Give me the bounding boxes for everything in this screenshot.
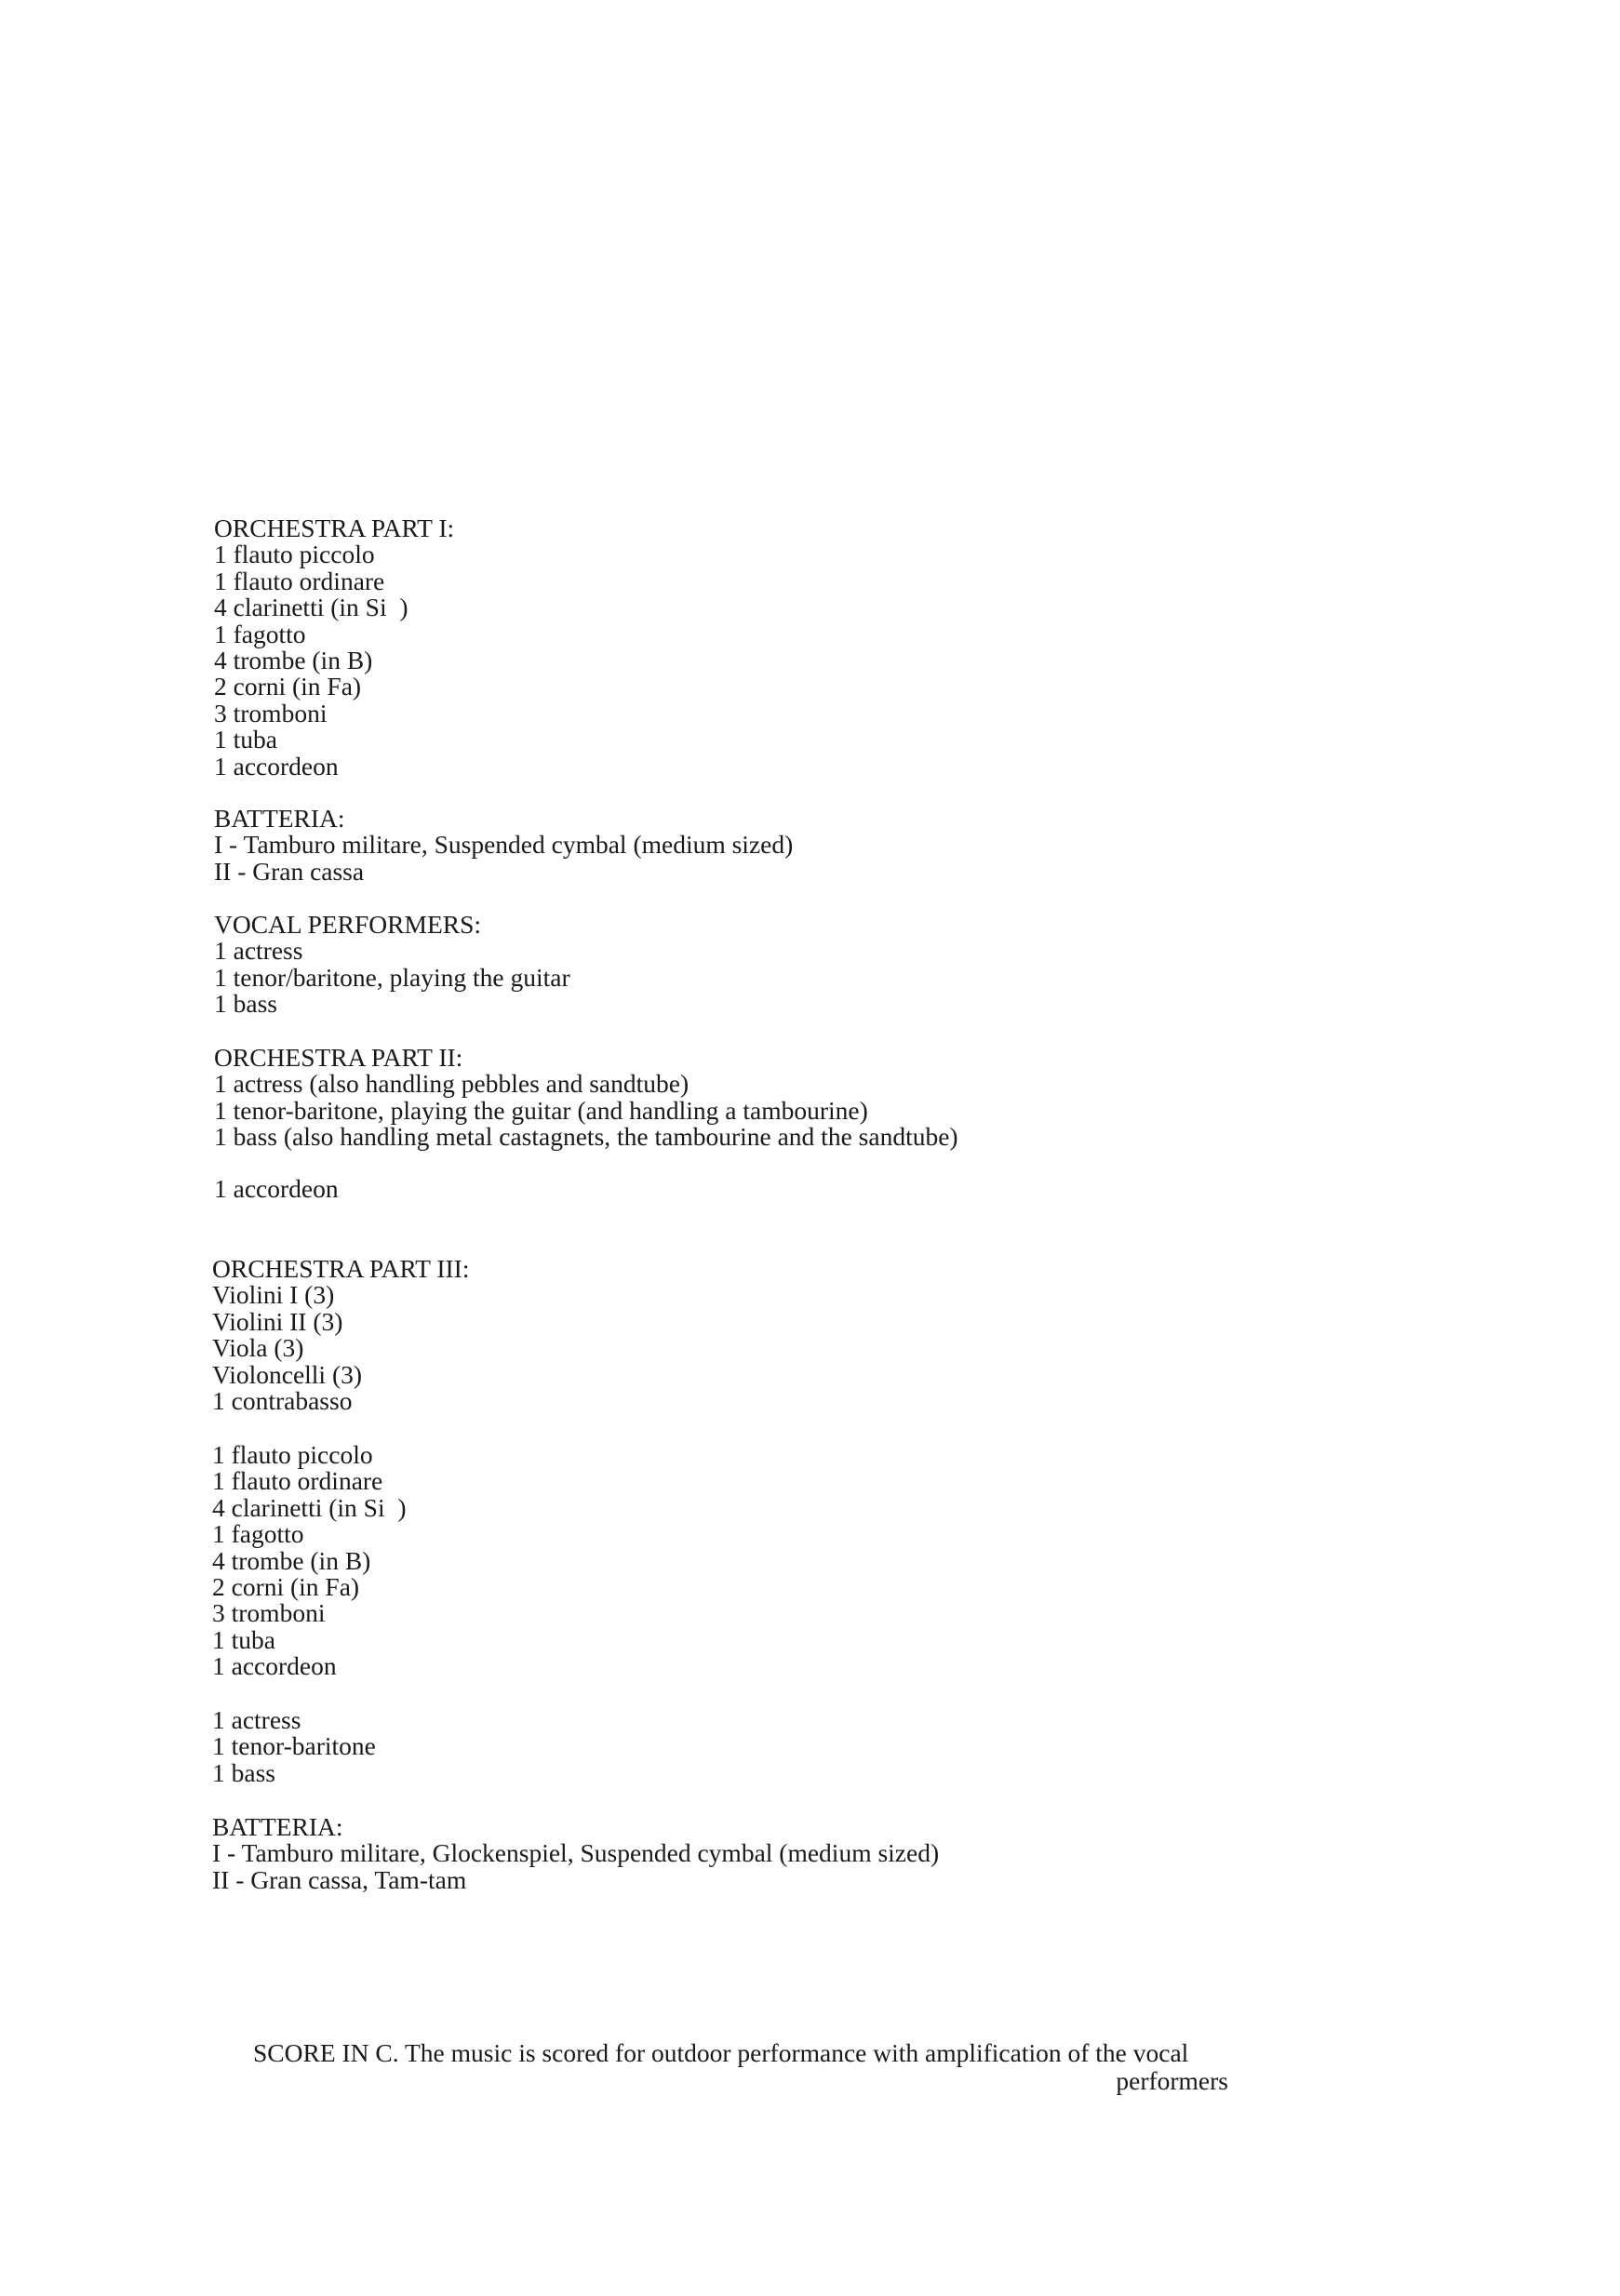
list-item: 1 fagotto xyxy=(214,619,306,648)
list-item: 1 tenor-baritone, playing the guitar (and handling a tambourine) xyxy=(214,1095,868,1125)
batteria-1-section xyxy=(214,806,1424,885)
batteria-2-section xyxy=(212,1814,1422,1893)
score-note-line-1: SCORE IN C. The music is scored for outdoor performance with amplification of the vocal xyxy=(253,2038,1189,2067)
list-item: 1 flauto piccolo xyxy=(214,540,375,569)
list-item: I - Tamburo militare, Glockenspiel, Suspended cymbal (medium sized) xyxy=(212,1838,940,1868)
list-item: Violini II (3) xyxy=(212,1306,343,1336)
list-item: Violoncelli (3) xyxy=(212,1359,363,1389)
list-item: II - Gran cassa, Tam-tam xyxy=(212,1864,467,1894)
orchestra-part-3-section xyxy=(212,1256,1422,1414)
orchestra-part-1-section xyxy=(214,515,1424,780)
list-item: 1 tuba xyxy=(214,725,277,754)
list-item: 1 accordeon xyxy=(214,751,339,781)
orchestra-part-3-winds xyxy=(212,1442,1422,1680)
list-item: I - Tamburo militare, Suspended cymbal (medium sized) xyxy=(214,830,794,860)
list-item: 1 flauto ordinare xyxy=(214,566,385,595)
score-note-line-2: performers xyxy=(1116,2066,1228,2095)
list-item: 1 bass xyxy=(212,1757,275,1787)
list-item: 1 flauto ordinare xyxy=(212,1466,383,1496)
list-item: 4 clarinetti (in Si ) xyxy=(212,1492,407,1522)
orchestra-part-2-extra xyxy=(214,1176,1424,1202)
list-item: 1 actress (also handling pebbles and sandtube) xyxy=(214,1069,690,1099)
section-heading: ORCHESTRA PART II: xyxy=(214,1043,463,1072)
list-item: 1 contrabasso xyxy=(212,1385,353,1415)
section-heading: BATTERIA: xyxy=(212,1812,343,1841)
list-item: 1 flauto piccolo xyxy=(212,1440,373,1469)
orchestra-part-3-voices xyxy=(212,1707,1422,1786)
list-item: 4 trombe (in B) xyxy=(214,645,373,674)
section-heading: ORCHESTRA PART III: xyxy=(212,1254,470,1283)
list-item: Viola (3) xyxy=(212,1333,304,1363)
list-item: 2 corni (in Fa) xyxy=(214,672,362,701)
list-item: 1 actress xyxy=(214,936,303,966)
list-item: 1 bass xyxy=(214,989,277,1019)
list-item: 1 fagotto xyxy=(212,1519,304,1549)
list-item: 3 tromboni xyxy=(212,1598,326,1628)
list-item: 3 tromboni xyxy=(214,698,328,728)
vocal-performers-section xyxy=(214,912,1424,1018)
section-heading: BATTERIA: xyxy=(214,804,345,833)
list-item: Violini I (3) xyxy=(212,1280,335,1310)
section-heading: ORCHESTRA PART I: xyxy=(214,514,455,542)
list-item: 4 clarinetti (in Si ) xyxy=(214,593,408,622)
list-item: 1 actress xyxy=(212,1705,301,1734)
list-item: 1 accordeon xyxy=(214,1174,339,1203)
list-item: 1 tenor-baritone xyxy=(212,1731,376,1761)
orchestra-part-2-section xyxy=(214,1045,1424,1151)
list-item: 1 bass (also handling metal castagnets, the tambourine and the sandtube) xyxy=(214,1122,958,1152)
list-item: II - Gran cassa xyxy=(214,856,365,886)
list-item: 4 trombe (in B) xyxy=(212,1545,371,1575)
list-item: 1 accordeon xyxy=(212,1651,337,1681)
list-item: 2 corni (in Fa) xyxy=(212,1571,360,1601)
score-note xyxy=(253,2039,1228,2095)
list-item: 1 tenor/baritone, playing the guitar xyxy=(214,962,570,992)
list-item: 1 tuba xyxy=(212,1624,275,1654)
section-heading: VOCAL PERFORMERS: xyxy=(214,910,482,939)
